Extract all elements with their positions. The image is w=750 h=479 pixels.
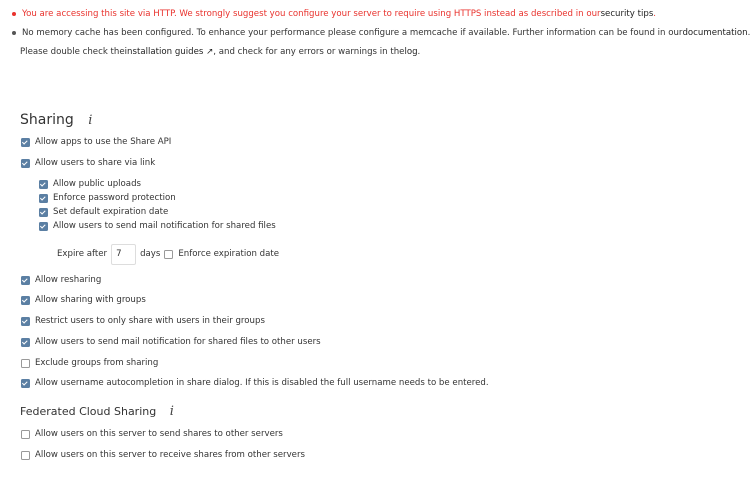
receive-shares-label: Allow users on this server to receive shares from other servers (35, 450, 305, 460)
check-guides-middle: , and check for any errors or warnings in the (213, 47, 405, 57)
checkbox-checked-icon[interactable] (21, 317, 30, 326)
mail-notification-shared-option[interactable] (39, 220, 276, 232)
allow-share-link-label: Allow users to share via link (35, 158, 156, 168)
enforce-password-label: Enforce password protection (53, 193, 176, 203)
autocompletion-label: Allow username autocompletion in share dialog. If this is disabled the full username needs to be entered. (35, 378, 489, 388)
documentation-link[interactable]: documentation (682, 28, 748, 38)
memcache-warning-text: No memory cache has been configured. To enhance your performance please configure a memcache if available. Further information can be found in our (22, 28, 683, 38)
log-link[interactable]: log (404, 47, 418, 57)
checkbox-checked-icon[interactable] (21, 296, 30, 305)
restrict-groups-label: Restrict users to only share with users in their groups (35, 316, 265, 326)
checkbox-unchecked-icon[interactable] (21, 430, 30, 439)
info-icon[interactable]: i (169, 404, 174, 419)
checkbox-checked-icon[interactable] (39, 222, 48, 231)
https-warning-text: You are accessing this site via HTTP. We strongly suggest you configure your server to require using HTTPS instead as described in our (22, 9, 601, 19)
info-icon[interactable]: i (88, 113, 93, 128)
sharing-groups-option[interactable] (21, 294, 146, 306)
exclude-groups-label: Exclude groups from sharing (35, 358, 159, 368)
https-warning-suffix: . (653, 9, 657, 19)
send-shares-label: Allow users on this server to send shares to other servers (35, 429, 283, 439)
expire-after-label: Expire after (57, 249, 108, 259)
bullet-icon (12, 12, 16, 16)
expire-after-row (57, 243, 279, 265)
send-shares-option[interactable] (21, 428, 283, 440)
allow-share-api-label: Allow apps to use the Share API (35, 137, 172, 147)
autocompletion-option[interactable] (21, 377, 489, 389)
federated-title-text: Federated Cloud Sharing (20, 405, 157, 418)
checkbox-checked-icon[interactable] (39, 208, 48, 217)
bullet-icon (12, 31, 16, 35)
allow-public-uploads-label: Allow public uploads (53, 179, 142, 189)
mail-notification-other-label: Allow users to send mail notification for shared files to other users (35, 337, 321, 347)
receive-shares-option[interactable] (21, 449, 305, 461)
check-guides-line (11, 47, 420, 57)
sharing-title-text: Sharing (20, 112, 74, 128)
exclude-groups-option[interactable] (21, 357, 158, 369)
sharing-groups-label: Allow sharing with groups (35, 295, 146, 305)
checkbox-checked-icon[interactable] (39, 194, 48, 203)
allow-share-link-option[interactable] (21, 157, 155, 169)
sharing-section-title (20, 112, 92, 128)
checkbox-unchecked-icon[interactable] (21, 451, 30, 460)
checkbox-unchecked-icon[interactable] (164, 250, 173, 259)
restrict-groups-option[interactable] (21, 315, 265, 327)
memcache-warning (12, 28, 750, 38)
allow-resharing-option[interactable] (21, 274, 101, 286)
check-guides-prefix: Please double check the (20, 47, 125, 57)
days-label: days (140, 249, 161, 259)
expire-days-input[interactable]: 7 (111, 244, 136, 265)
allow-share-api-option[interactable] (21, 136, 171, 148)
mail-notification-other-option[interactable] (21, 336, 321, 348)
default-expiration-option[interactable] (39, 206, 168, 218)
federated-section-title (20, 404, 174, 419)
checkbox-checked-icon[interactable] (21, 338, 30, 347)
checkbox-checked-icon[interactable] (21, 159, 30, 168)
allow-public-uploads-option[interactable] (39, 178, 141, 190)
allow-resharing-label: Allow resharing (35, 275, 102, 285)
checkbox-checked-icon[interactable] (39, 180, 48, 189)
checkbox-checked-icon[interactable] (21, 138, 30, 147)
enforce-password-option[interactable] (39, 192, 176, 204)
https-warning (12, 9, 656, 19)
enforce-expiration-label: Enforce expiration date (178, 249, 280, 259)
checkbox-unchecked-icon[interactable] (21, 359, 30, 368)
default-expiration-label: Set default expiration date (53, 207, 169, 217)
check-guides-suffix: . (417, 47, 421, 57)
mail-notification-shared-label: Allow users to send mail notification for shared files (53, 221, 276, 231)
installation-guides-link[interactable]: installation guides ↗ (124, 47, 214, 57)
security-tips-link[interactable]: security tips (600, 9, 654, 19)
checkbox-checked-icon[interactable] (21, 276, 30, 285)
checkbox-checked-icon[interactable] (21, 379, 30, 388)
